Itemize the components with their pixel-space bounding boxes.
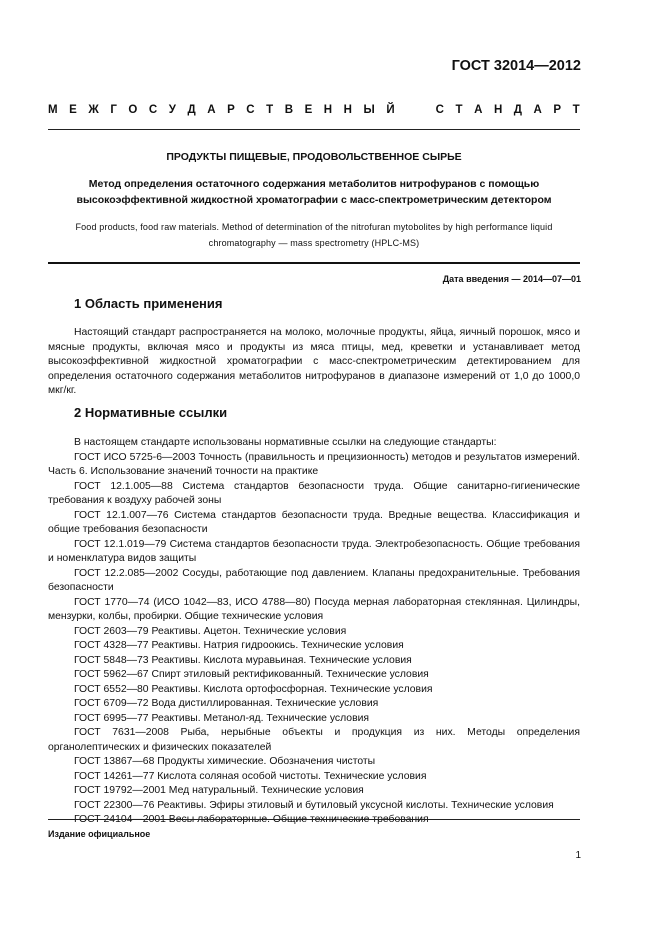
banner-letter: Н: [323, 104, 333, 116]
banner-letter: Т: [266, 104, 274, 116]
banner-letter: А: [207, 104, 216, 116]
reference-item: ГОСТ 12.2.085—2002 Сосуды, работающие под давлением. Клапаны предохранительные. Требования безопасности: [48, 567, 580, 593]
reference-item: ГОСТ 5848—73 Реактивы. Кислота муравьиная. Технические условия: [74, 654, 412, 666]
reference-item: ГОСТ 6709—72 Вода дистиллированная. Технические условия: [74, 698, 379, 709]
banner-letter: Й: [386, 104, 395, 116]
reference-item: ГОСТ 4328—77 Реактивы. Натрия гидроокись. Технические условия: [74, 640, 404, 651]
banner-letter: Т: [455, 104, 463, 116]
banner-letter: Р: [227, 104, 235, 116]
section-2-heading: 2 Нормативные ссылки: [74, 405, 228, 420]
interstate-standard-banner: [48, 104, 580, 116]
banner-letter: Д: [513, 104, 522, 116]
banner-letter: Н: [493, 104, 503, 116]
document-subtitle: [48, 176, 580, 208]
banner-letter: М: [48, 104, 58, 116]
subtitle-line-1: Метод определения остаточного содержания метаболитов нитрофуранов с помощью: [88, 178, 540, 190]
banner-letter: Ы: [363, 104, 375, 116]
page-number: 1: [575, 850, 581, 861]
banner-letter: Ж: [88, 104, 99, 116]
banner-letter: Г: [110, 104, 117, 116]
document-title: ПРОДУКТЫ ПИЩЕВЫЕ, ПРОДОВОЛЬСТВЕННОЕ СЫРЬЕ: [166, 151, 462, 163]
reference-item: ГОСТ 12.1.019—79 Система стандартов безопасности труда. Электробезопасность. Общие требования и номенклатура видов защиты: [48, 538, 580, 564]
reference-item: ГОСТ 2603—79 Реактивы. Ацетон. Технические условия: [74, 625, 347, 637]
reference-item: ГОСТ 13867—68 Продукты химические. Обозначения чистоты: [74, 756, 376, 767]
reference-item: ГОСТ 12.1.005—88 Система стандартов безопасности труда. Общие санитарно-гигиенические требования к воздуху рабочей зоны: [48, 480, 580, 506]
banner-letter: Н: [343, 104, 352, 116]
subtitle-line-2: высокоэффективной жидкостной хроматографии с масс-спектрометрическим детектором: [76, 194, 552, 206]
reference-item: ГОСТ 24104—2001 Весы лабораторные. Общие технические требования: [74, 814, 429, 825]
title-divider: [48, 262, 580, 264]
footer-divider: [48, 819, 580, 820]
banner-letter: Д: [187, 104, 196, 116]
banner-letter: Т: [572, 104, 580, 116]
references-intro: В настоящем стандарте использованы нормативные ссылки на следующие стандарты:: [74, 437, 497, 448]
banner-letter: О: [128, 104, 138, 116]
reference-item: ГОСТ 12.1.007—76 Система стандартов безопасности труда. Вредные вещества. Классификация и общие требования безопасности: [48, 509, 580, 535]
reference-item: ГОСТ ИСО 5725-6—2003 Точность (правильность и прецизионность) методов и результатов измерений. Часть 6. Использование значений точности на практике: [48, 451, 580, 477]
normative-references: [48, 436, 580, 828]
reference-item: ГОСТ 1770—74 (ИСО 1042—83, ИСО 4788—80) Посуда мерная лабораторная стеклянная. Цилиндры, мензурки, колбы, пробирки. Общие технические условия: [48, 596, 580, 622]
banner-letter: [406, 104, 409, 116]
section-1-body: Настоящий стандарт распространяется на молоко, молочные продукты, яйца, яичный порошок, мясо и мясные продукты, включая мясо и продукты из мяса птицы, мед, креветки и устанавливает метод высокоэффективной жидкостной хроматографии с масс-спектрометрическим детектированием для определения остаточного содержания метаболитов нитрофуранов в диапазоне измерений от 1,0 до 1000,0 мкг/кг.: [48, 327, 580, 396]
reference-item: ГОСТ 5962—67 Спирт этиловый ректификованный. Технические условия: [74, 669, 429, 680]
header-divider: [48, 129, 580, 130]
introduction-date: Дата введения — 2014—07—01: [442, 274, 581, 284]
banner-letter: С: [246, 104, 255, 116]
reference-item: ГОСТ 6995—77 Реактивы. Метанол-яд. Технические условия: [74, 712, 370, 724]
reference-item: ГОСТ 22300—76 Реактивы. Эфиры этиловый и бутиловый уксусной кислоты. Технические условия: [74, 799, 554, 811]
english-title: Food products, food raw materials. Method of determination of the nitrofuran mytobolites by high performance liquid chromatography — mass spectrometry (HPLC-MS): [75, 222, 553, 248]
edition-label: Издание официальное: [48, 829, 151, 839]
reference-item: ГОСТ 14261—77 Кислота соляная особой чистоты. Технические условия: [74, 770, 427, 782]
banner-letter: С: [435, 104, 444, 116]
reference-item: ГОСТ 7631—2008 Рыба, нерыбные объекты и продукция из них. Методы определения органолептических и физических показателей: [48, 727, 580, 753]
banner-letter: Е: [304, 104, 313, 116]
banner-letter: У: [168, 104, 176, 116]
banner-letter: А: [474, 104, 483, 116]
reference-item: ГОСТ 6552—80 Реактивы. Кислота ортофосфорная. Технические условия: [74, 683, 433, 695]
banner-letter: С: [148, 104, 158, 116]
standard-code: ГОСТ 32014—2012: [451, 58, 581, 74]
section-1-heading: 1 Область применения: [74, 296, 223, 311]
banner-letter: Р: [553, 104, 562, 116]
banner-letter: Е: [69, 104, 77, 116]
banner-letter: [421, 104, 424, 116]
banner-letter: В: [284, 104, 294, 116]
reference-item: ГОСТ 19792—2001 Мед натуральный. Технические условия: [74, 785, 364, 796]
banner-letter: А: [533, 104, 542, 116]
